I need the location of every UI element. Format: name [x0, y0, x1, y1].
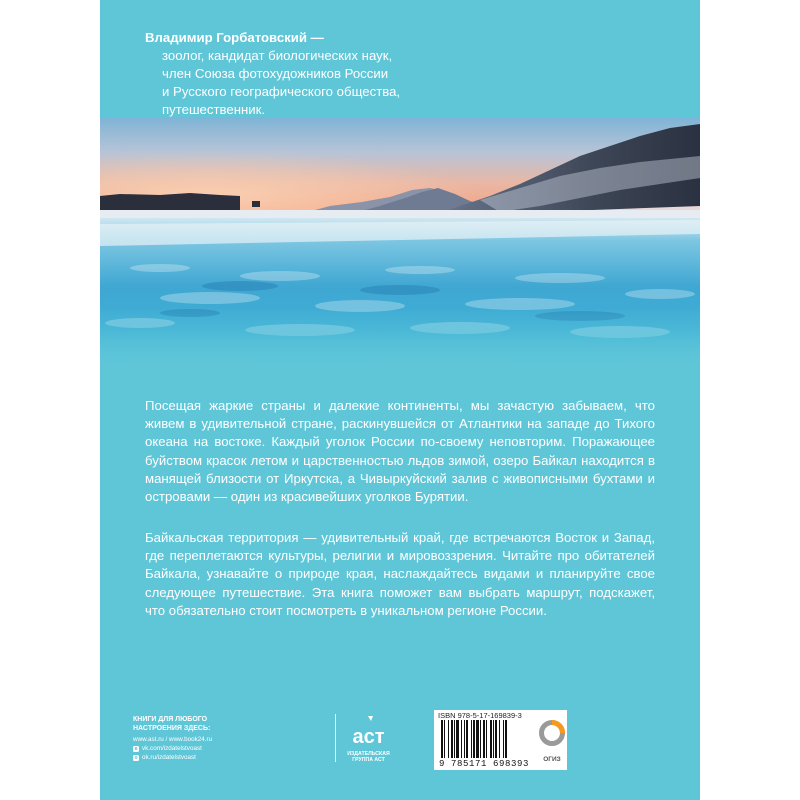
- author-line: и Русского географического общества,: [162, 84, 401, 99]
- publisher-links: [133, 716, 238, 762]
- publisher-caption: [341, 751, 396, 763]
- back-cover: [100, 0, 700, 800]
- vk-icon: в: [134, 745, 138, 752]
- ok-text: ok.ru/izdatelstvoast: [142, 754, 196, 761]
- footer-divider: [335, 714, 336, 762]
- author-name: Владимир Горбатовский —: [145, 30, 324, 45]
- ast-logo-icon: [341, 712, 396, 750]
- tagline: [133, 716, 238, 733]
- author-line: путешественник.: [162, 102, 266, 117]
- vk-link[interactable]: [133, 744, 238, 753]
- author-line: член Союза фотохудожников России: [162, 66, 389, 81]
- ast-publisher-logo: [341, 712, 396, 768]
- publisher-caption-line: ИЗДАТЕЛЬСКАЯ: [347, 751, 390, 757]
- publisher-caption-line: ГРУППА АСТ: [352, 757, 385, 763]
- tagline-line: КНИГИ ДЛЯ ЛЮБОГО: [133, 716, 208, 723]
- websites-text: www.ast.ru / www.book24.ru: [133, 736, 213, 743]
- isbn-number: ISBN 978-5-17-169839-3: [438, 711, 522, 720]
- ok-icon: о: [134, 754, 138, 761]
- author-bio: [145, 29, 445, 119]
- author-description: [145, 47, 445, 119]
- author-line: зоолог, кандидат биологических наук,: [162, 48, 393, 63]
- description-paragraph-1: Посещая жаркие страны и далекие континенты, мы зачастую забываем, что живем в удивительной стране, раскинувшейся от Атлантики на западе до Тихого океана на востоке. Каждый уголок России по-своему неповторим. Поражающее буйством красок летом и царственностью льдов зимой, озеро Байкал находится в манящей близости от Иркутска, а Чивыркуйский залив с живописными бухтами и островами — один из красивейших уголков Бурятии.: [145, 398, 655, 505]
- description-paragraph-2: Байкальская территория — удивительный край, где встречаются Восток и Запад, где переплетаются культуры, религии и мировоззрения. Читайте про обитателей Байкала, узнавайте о природе края, наслаждайтесь видами и планируйте свое следующее путешествие. Эта книга поможет вам выбрать маршрут, подскажет, что обязательно стоит посмотреть в уникальном регионе России.: [145, 530, 655, 618]
- websites-link[interactable]: [133, 735, 238, 744]
- publisher-logo-text: аст: [352, 726, 385, 748]
- vk-text: vk.com/izdatelstvoast: [142, 745, 202, 752]
- isbn-barcode-block: [434, 710, 567, 770]
- ogiz-ring-icon: [537, 710, 567, 754]
- ogiz-label: ОГИЗ: [543, 756, 561, 763]
- barcode-icon: [440, 720, 532, 760]
- ok-link[interactable]: [133, 753, 238, 762]
- ogiz-badge: [537, 710, 567, 770]
- barcode-digits: 9 785171 698393: [438, 759, 529, 769]
- baikal-photo: [100, 118, 700, 370]
- tagline-line: НАСТРОЕНИЯ ЗДЕСЬ:: [133, 724, 211, 732]
